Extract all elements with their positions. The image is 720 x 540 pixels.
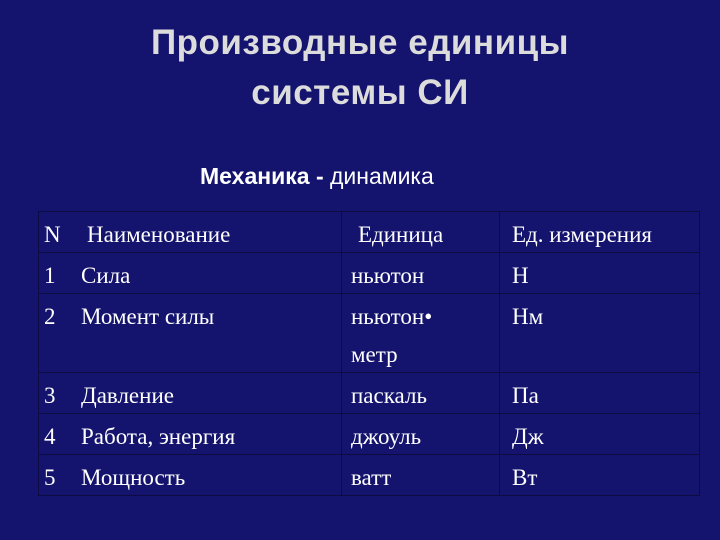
- slide-subtitle: [200, 160, 434, 192]
- row-symbol: Нм: [499, 294, 699, 372]
- row-unit: джоуль: [341, 414, 499, 454]
- row-num: 5: [44, 465, 56, 490]
- header-unit: Единица: [341, 212, 499, 252]
- table-row: [39, 293, 699, 372]
- row-unit: ньютон: [341, 253, 499, 293]
- row-unit-line-1: ньютон•: [351, 304, 433, 329]
- slide-title-line-2: системы СИ: [251, 73, 469, 112]
- slide-title: [0, 18, 720, 118]
- row-num: 4: [44, 424, 56, 449]
- row-num: 3: [44, 383, 56, 408]
- row-symbol: Дж: [499, 414, 699, 454]
- table-row: [39, 372, 699, 413]
- row-name: Работа, энергия: [81, 424, 236, 449]
- row-unit: паскаль: [341, 373, 499, 413]
- row-unit: [341, 294, 499, 372]
- subtitle-bold-part: Механика -: [200, 163, 331, 189]
- table-row: [39, 454, 699, 495]
- row-name: Мощность: [81, 465, 186, 490]
- row-unit: ватт: [341, 455, 499, 495]
- row-num: 1: [44, 263, 56, 288]
- row-name: Сила: [81, 263, 131, 288]
- row-num: 2: [44, 304, 56, 329]
- header-name: Наименование: [87, 222, 231, 247]
- units-table: [38, 211, 700, 496]
- table-header-row: [39, 212, 699, 252]
- table-row: [39, 252, 699, 293]
- slide-title-line-1: Производные единицы: [151, 23, 569, 62]
- row-name: Момент силы: [81, 304, 215, 329]
- table-row: [39, 413, 699, 454]
- subtitle-regular-part: динамика: [330, 163, 434, 189]
- row-symbol: Н: [499, 253, 699, 293]
- row-name: Давление: [81, 383, 174, 408]
- row-unit-line-2: метр: [351, 342, 398, 367]
- row-symbol: Па: [499, 373, 699, 413]
- header-num: N: [44, 222, 61, 247]
- header-symbol: Ед. измерения: [499, 212, 699, 252]
- row-symbol: Вт: [499, 455, 699, 495]
